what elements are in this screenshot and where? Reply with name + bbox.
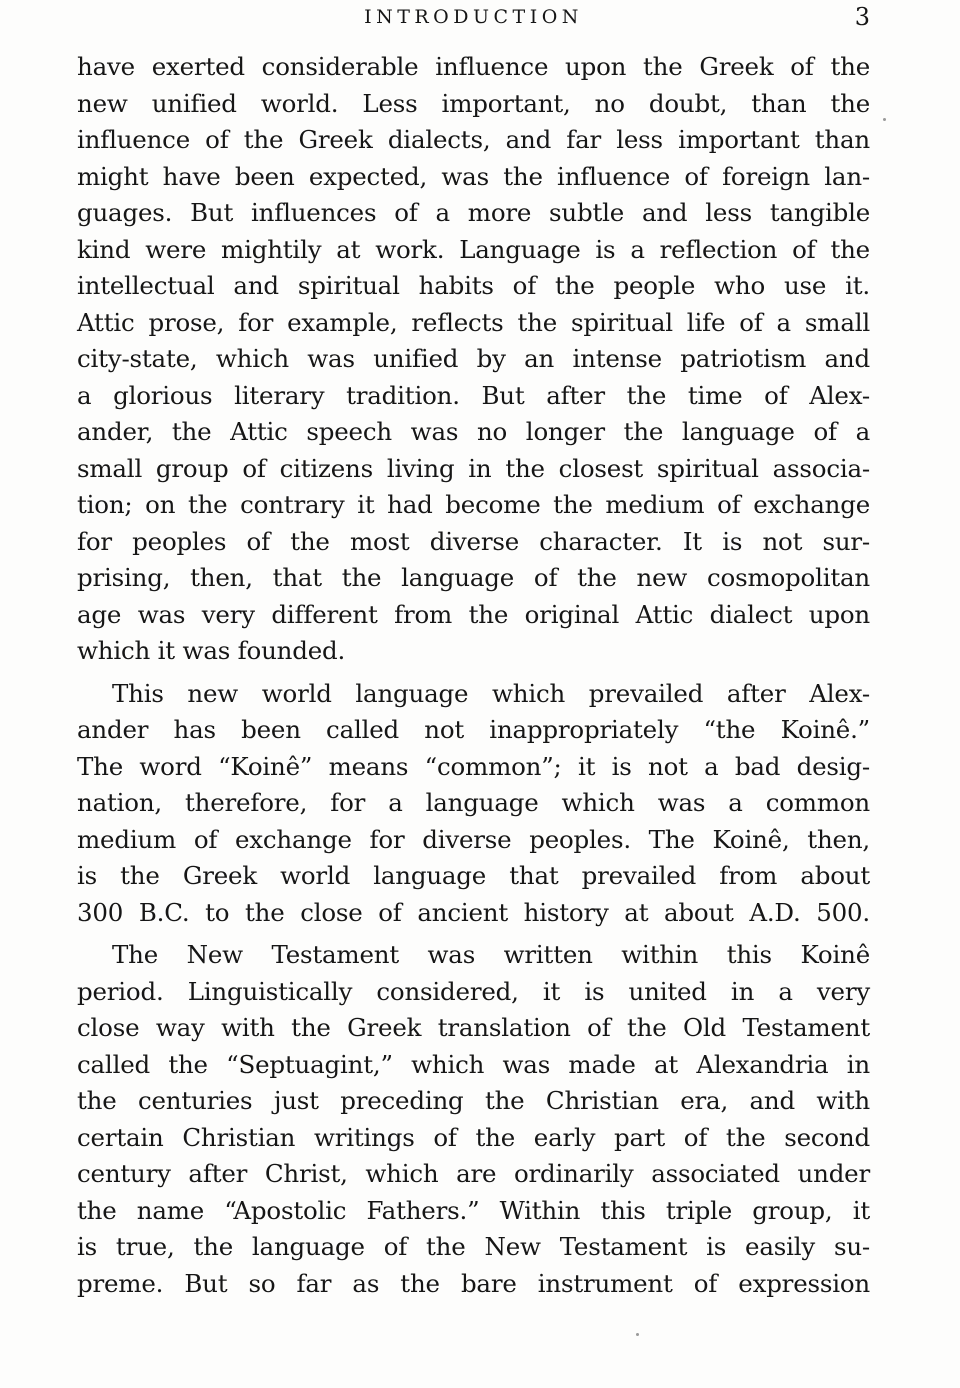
text-line: intellectual and spiritual habits of the people who use it. [77,271,870,300]
text-line: prising, then, that the language of the new cosmopolitan [77,563,870,592]
text-line: might have been expected, was the influence of foreign lan- [77,161,870,191]
text-line: the name “Apostolic Fathers.” Within this triple group, it [77,1195,870,1225]
text-line: is true, the language of the New Testament is easily su- [77,1232,870,1261]
text-line: 300 B.C. to the close of ancient history at about A.D. 500. [77,897,870,927]
text-line: the centuries just preceding the Christian era, and with [77,1086,870,1115]
text-line: kind were mightily at work. Language is a reflection of the [77,234,870,264]
running-title: INTRODUCTION [364,6,583,28]
text-line: age was very different from the original Attic dialect upon [77,599,870,629]
text-line: nation, therefore, for a language which was a common [77,788,870,817]
text-line: century after Christ, which are ordinarily associated under [77,1159,870,1188]
text-line: ander, the Attic speech was no longer the language of a [77,417,870,446]
text-line: certain Christian writings of the early part of the second [77,1122,870,1152]
text-line: preme. But so far as the bare instrument of expression [77,1268,870,1298]
page-number: 3 [854,3,870,31]
text-line: for peoples of the most diverse character. It is not sur- [77,526,870,556]
text-line: medium of exchange for diverse peoples. The Koinê, then, [77,824,870,854]
text-line: a glorious literary tradition. But after the time of Alex- [77,380,870,410]
text-line: Attic prose, for example, reflects the spiritual life of a small [77,307,870,337]
text-line: called the “Septuagint,” which was made at Alexandria in [77,1049,870,1079]
scan-speck [883,118,886,121]
text-line: which it was founded. [77,636,346,665]
text-line: This new world language which prevailed after Alex- [112,678,870,708]
text-line: The word “Koinê” means “common”; it is not a bad desig- [77,751,870,781]
text-line: ander has been called not inappropriately “the Koinê.” [77,715,870,744]
body-text [77,49,870,1302]
text-line: guages. But influences of a more subtle and less tangible [77,198,870,227]
paragraph-1 [77,49,870,670]
text-line: is the Greek world language that prevailed from about [77,861,870,890]
text-line: influence of the Greek dialects, and far less important than [77,125,870,154]
text-line: tion; on the contrary it had become the medium of exchange [77,490,870,519]
text-line: small group of citizens living in the closest spiritual associa- [77,453,870,483]
text-line: The New Testament was written within this Koinê [112,940,870,969]
running-head [77,4,870,30]
scan-speck [636,1333,639,1336]
text-line: new unified world. Less important, no doubt, than the [77,88,870,118]
text-line: period. Linguistically considered, it is united in a very [77,976,870,1006]
text-line: have exerted considerable influence upon the Greek of the [77,52,870,81]
text-line: city-state, which was unified by an intense patriotism and [77,344,870,373]
paragraph-3 [77,937,870,1302]
text-line: close way with the Greek translation of the Old Testament [77,1013,870,1042]
paragraph-2 [77,676,870,932]
